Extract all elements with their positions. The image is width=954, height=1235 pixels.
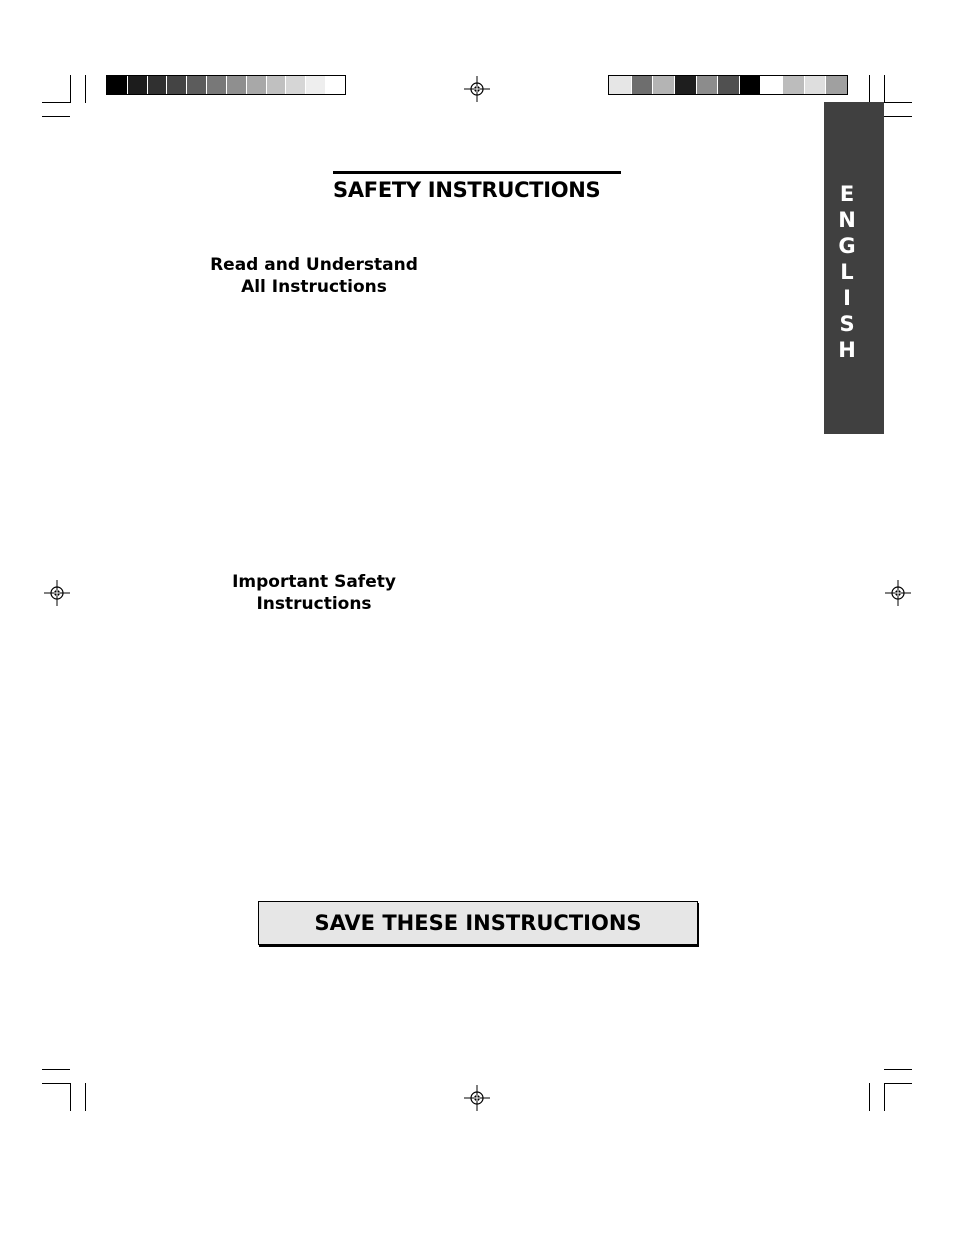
crop-mark-bottom-left-v [70, 1083, 71, 1111]
color-swatch [127, 76, 147, 94]
title-rule [333, 171, 621, 174]
crop-mark-top-left-h2 [42, 116, 70, 117]
color-swatch [782, 76, 804, 94]
crop-mark-bottom-right-h [884, 1069, 912, 1070]
crop-mark-top-right-v2 [884, 75, 885, 103]
color-swatch [760, 76, 782, 94]
section-heading-line: All Instructions [241, 277, 387, 297]
color-swatch [166, 76, 186, 94]
registration-target-icon [464, 1085, 490, 1111]
language-tab-letter: G [838, 234, 856, 258]
language-tab-letter: H [838, 338, 856, 362]
section-heading-line: Important Safety [232, 572, 396, 592]
color-bar-left [106, 75, 346, 95]
crop-mark-bottom-right-v [869, 1083, 870, 1111]
crop-mark-bottom-left-h2 [42, 1083, 70, 1084]
page-title: SAFETY INSTRUCTIONS [333, 178, 601, 202]
crop-mark-top-right-h2 [884, 116, 912, 117]
color-swatch [696, 76, 718, 94]
crop-mark-bottom-right-v2 [884, 1083, 885, 1111]
color-swatch [739, 76, 761, 94]
crop-mark-top-left-v [70, 75, 71, 103]
color-swatch [186, 76, 206, 94]
section-heading-line: Read and Understand [210, 255, 418, 275]
save-instructions-box [258, 901, 698, 945]
language-tab-letter: S [839, 312, 855, 336]
crop-mark-bottom-right-h2 [884, 1083, 912, 1084]
color-swatch [266, 76, 286, 94]
color-swatch [147, 76, 167, 94]
language-tab-letter: L [840, 260, 854, 284]
color-swatch [305, 76, 325, 94]
color-swatch [804, 76, 826, 94]
color-swatch [652, 76, 674, 94]
color-swatch [717, 76, 739, 94]
crop-mark-bottom-left-v2 [85, 1083, 86, 1111]
language-tab-english [824, 102, 884, 434]
crop-mark-top-right-h [884, 102, 912, 103]
color-swatch [674, 76, 696, 94]
save-instructions-text: SAVE THESE INSTRUCTIONS [314, 911, 642, 935]
color-swatch [631, 76, 653, 94]
registration-target-icon [885, 580, 911, 606]
crop-mark-top-left-h [42, 102, 70, 103]
color-swatch [206, 76, 226, 94]
color-swatch [825, 76, 847, 94]
language-tab-letter: E [839, 182, 855, 206]
color-swatch [246, 76, 266, 94]
language-tab-letter: N [838, 208, 856, 232]
registration-target-icon [464, 76, 490, 102]
section-heading-line: Instructions [256, 594, 372, 614]
color-swatch [609, 76, 631, 94]
section-heading-important-safety [194, 571, 434, 615]
crop-mark-bottom-left-h [42, 1069, 70, 1070]
section-heading-read-understand [194, 254, 434, 298]
language-tab-letter: I [843, 286, 851, 310]
color-swatch [107, 76, 127, 94]
color-swatch [285, 76, 305, 94]
color-swatch [325, 76, 345, 94]
color-bar-right [608, 75, 848, 95]
crop-mark-top-left-v2 [85, 75, 86, 103]
color-swatch [226, 76, 246, 94]
registration-target-icon [44, 580, 70, 606]
crop-mark-top-right-v [869, 75, 870, 103]
